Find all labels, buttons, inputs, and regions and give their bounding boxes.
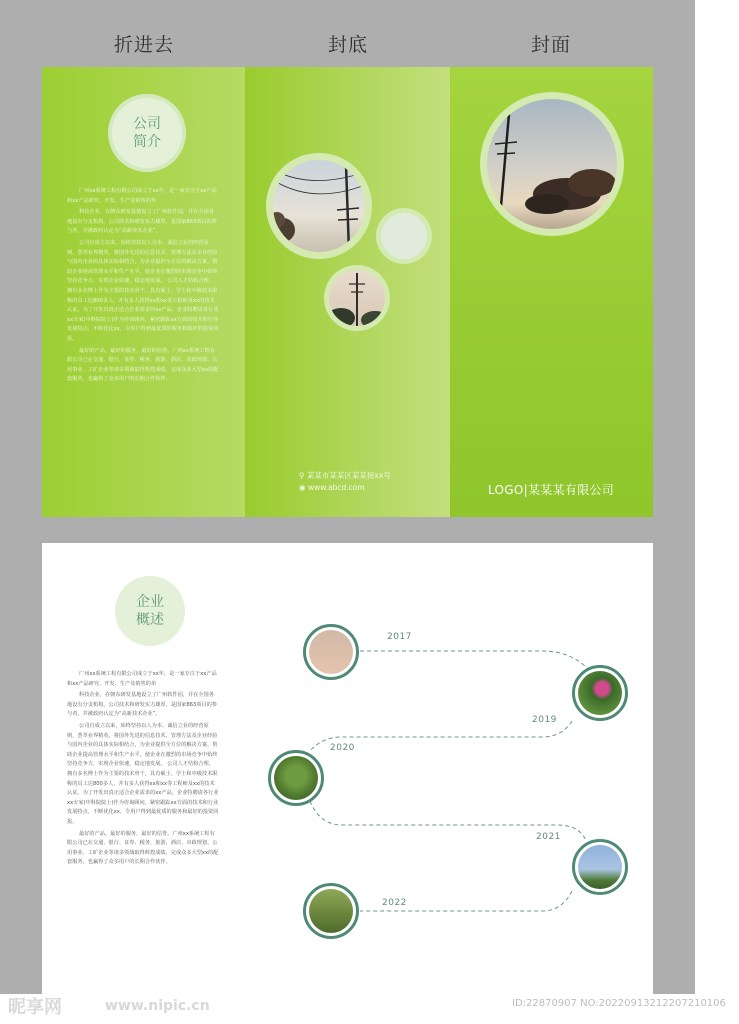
decorative-circle	[381, 213, 427, 259]
utility-pole-photo	[273, 160, 365, 252]
website-line	[299, 483, 365, 492]
right-margin	[695, 0, 739, 1024]
badge-line-2: 概述	[136, 612, 164, 628]
timeline-year: 2022	[382, 898, 407, 908]
timeline-photo-2019	[572, 665, 628, 721]
column-title-fold-in: 折进去	[113, 34, 174, 56]
company-logo-text: LOGO|某某某有限公司	[488, 483, 615, 497]
overview-paragraph: 广州xx系统工程有限公司成立于xx年，是一家专注于xx产品和xx产品研究、开发、生产及销售的单	[67, 671, 217, 687]
column-title-back-cover: 封底	[327, 34, 368, 56]
location-pin-icon: ⚲	[299, 471, 305, 480]
badge-line-1: 公司	[133, 116, 161, 132]
company-intro-text	[67, 187, 219, 387]
globe-icon: ◉	[299, 483, 306, 492]
overview-paragraph: 科技企业，在朝东研发基地设立了广州软件园，并在全国各地设有分支机构。公司技术和研发实力雄厚，是国家863项目的参与者，并被政府认定为“高新技术企业”。	[67, 692, 217, 718]
cover-landscape-icon	[487, 99, 617, 229]
badge-line-2: 简介	[133, 134, 161, 150]
tower-icon	[329, 270, 385, 326]
intro-paragraph: 广州xx系统工程有限公司成立于xx年，是一家专注于xx产品和xx产品研究、开发、生产及销售的单	[67, 188, 217, 204]
overview-paragraph: 最好的产品，最好的服务，最好的信誉。广州xx系统工程有限公司已在交通、银行、证券、税务、旅游、酒店、市政规划、公用事业、工矿企业等诸多领域取得辉煌成绩，完成众多大型xx的配套服务，也赢得了众多用户的长期合作伙伴。	[67, 830, 219, 866]
panel-company-intro	[42, 67, 245, 517]
intro-paragraph: 公司自成立以来，始终坚持以人为本、诚信立业的经营原则，荟萃业界精英，将国外先进的信息技术、管理方法及企业经验与国内企业的具体实际相结合，为企业提供全方位的解决方案，帮助企业提高管理水平和生产水平，使企业在激烈的市场竞争中始终坚持竞争力，实现企业快速、稳定地发展。 公司人才结构合理，拥有多名博士作为主要的技术骨干，具有硕士、学士和中级技术职称的员工达800多人，并有多人获得xx和xx等工程师及xx的技术认证。为了开发出真正适合企业需求的xx产品，企业特聘请各行业xx专家(中科院院士)作为咨询顾问，紧密跟踪xx方面的技术和行业发展特点，不断优化xx，令用户得到最优质的服务和最好的投资回报。	[67, 239, 219, 342]
badge-line-1: 企业	[136, 594, 164, 610]
timeline-year: 2020	[330, 743, 355, 753]
timeline-photo-2020	[268, 750, 324, 806]
watermark-url: www.nipic.cn	[105, 998, 210, 1014]
utility-pole-icon	[273, 160, 365, 252]
timeline-photo-2021	[572, 839, 628, 895]
column-title-front-cover: 封面	[530, 34, 571, 56]
intro-paragraph: 最好的产品，最好的服务，最好的信誉。广州xx系统工程有限公司已在交通、银行、证券、税务、旅游、酒店、市政规划、公用事业、工矿企业等诸多领域取得辉煌成绩，完成众多大型xx的配套服务，也赢得了众多用户的长期合作伙伴。	[67, 347, 219, 383]
timeline-year: 2017	[387, 632, 412, 642]
watermark-logo: 昵享网	[8, 997, 62, 1018]
timeline-year: 2019	[532, 715, 557, 725]
cover-photo	[487, 99, 617, 229]
address-line	[299, 470, 391, 481]
panel-back-cover	[245, 67, 450, 517]
page-enterprise-overview	[42, 543, 653, 994]
tower-photo	[329, 270, 385, 326]
overview-paragraph: 公司自成立以来，始终坚持以人为本、诚信立业的经营原则，荟萃业界精英，将国外先进的信息技术、管理方法及企业经验与国内企业的具体实际相结合，为企业提供全方位的解决方案，帮助企业提高管理水平和生产水平，使企业在激烈的市场竞争中始终坚持竞争力，实现企业快速、稳定地发展。 公司人才结构合理，拥有多名博士作为主要的技术骨干，具有硕士、学士和中级技术职称的员工达800多人，并有多人获得xx和xx等工程师及xx的技术认证。为了开发出真正适合企业需求的xx产品，企业特聘请各行业xx专家(中科院院士)作为咨询顾问，紧密跟踪xx方面的技术和行业发展特点，不断优化xx，令用户得到最优质的服务和最好的投资回报。	[67, 722, 219, 825]
website-text: www.abcd.com	[307, 483, 365, 492]
intro-paragraph: 科技企业，在朝东研发基地设立了广州软件园，并在全国各地设有分支机构。公司技术和研发实力雄厚，是国家863项目的参与者，并被政府认定为“高新技术企业”。	[67, 209, 217, 235]
timeline-photo-2017	[303, 624, 359, 680]
company-intro-badge	[108, 94, 186, 172]
timeline-photo-2022	[303, 883, 359, 939]
timeline-year: 2021	[536, 832, 561, 842]
address-text: 某某市某某区某某接xx号	[306, 471, 391, 480]
panel-front-cover	[450, 67, 653, 517]
image-id-text: ID:22870907 NO:20220913212207210106	[512, 998, 726, 1009]
